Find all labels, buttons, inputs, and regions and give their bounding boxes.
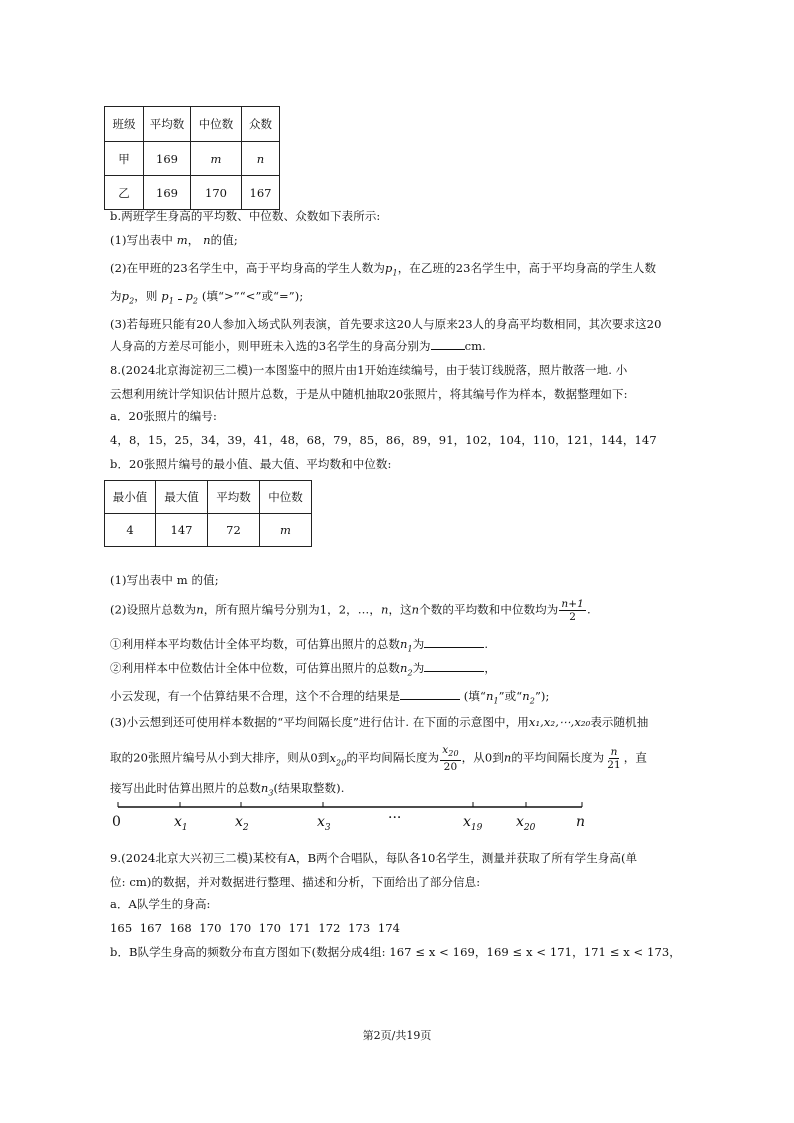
q9-intro-line2: 位: cm)的数据，并对数据进行整理、描述和分析，下面给出了部分信息: bbox=[110, 875, 481, 889]
label-x: x bbox=[516, 814, 524, 830]
text: ”或“ bbox=[498, 689, 523, 703]
text: 接写出此时估算出照片的总数 bbox=[110, 781, 261, 795]
q7-part3-line1: (3)若每班只能有20人参加入场式队列表演，首先要求这20人与原来23人的身高平均数相同，其次要求这20 bbox=[110, 317, 662, 331]
label-sub: 19 bbox=[470, 822, 483, 833]
q8-a-label: a．20张照片的编号: bbox=[110, 409, 217, 423]
var-p1: $p_1$ bbox=[161, 289, 174, 306]
answer-blank[interactable] bbox=[424, 671, 484, 672]
text: ，这 bbox=[388, 602, 412, 617]
number-line-diagram bbox=[110, 800, 590, 836]
text: ”); bbox=[534, 689, 550, 703]
table-header-cell: 平均数 bbox=[208, 481, 260, 514]
answer-blank[interactable] bbox=[400, 699, 460, 700]
fraction-n-over-21 bbox=[605, 746, 623, 771]
fraction-numerator: n+1 bbox=[561, 598, 584, 610]
table-cell: m bbox=[260, 514, 312, 547]
fraction-numerator: n bbox=[610, 746, 618, 759]
q8-b-label: b．20张照片编号的最小值、最大值、平均数和中位数: bbox=[110, 457, 392, 471]
q9-heights: 165 167 168 170 170 170 171 172 173 174 bbox=[110, 921, 401, 935]
text: 的平均间隔长度为 bbox=[511, 750, 605, 765]
fraction-x20-over-20 bbox=[440, 744, 460, 773]
number-line bbox=[110, 800, 590, 814]
var-n: n bbox=[196, 602, 204, 617]
table-row bbox=[105, 514, 312, 547]
label-sub: 1 bbox=[181, 822, 188, 833]
text: ①利用样本平均数估计全体平均数，可估算出照片的总数 bbox=[110, 637, 400, 651]
q8-sub3-line2 bbox=[110, 744, 647, 773]
q9-b-label: b．B队学生身高的频数分布直方图如下(数据分成4组: 167 ≤ x < 169，169 ≤ x < 171，171 ≤ x < 173， bbox=[110, 945, 681, 959]
table-header-row bbox=[105, 481, 312, 514]
label-x: x bbox=[235, 814, 243, 830]
table-header-cell: 最大值 bbox=[156, 481, 208, 514]
label-x: x bbox=[463, 814, 471, 830]
q8-case2: ②利用样本中位数估计全体中位数，可估算出照片的总数$n_2$为 ， bbox=[110, 661, 496, 678]
label-sub: 2 bbox=[242, 822, 249, 833]
table-cell: m bbox=[191, 142, 242, 176]
var-p2: $p_2$ bbox=[185, 289, 199, 306]
label-sub: 20 bbox=[523, 822, 536, 833]
table-cell: 甲 bbox=[105, 142, 144, 176]
text: (1)写出表中 bbox=[110, 233, 173, 247]
q8-sub3-line1 bbox=[110, 714, 648, 730]
var-p2: $p_2$ bbox=[121, 289, 135, 306]
label-zero: 0 bbox=[112, 814, 121, 830]
fraction-n-plus-1-over-2 bbox=[559, 598, 586, 623]
text: ，在乙班的23名学生中，高于平均身高的学生人数 bbox=[397, 261, 657, 275]
var-n2: $n_2$ bbox=[400, 661, 413, 678]
q8-intro-line2: 云想利用统计学知识估计照片总数，于是从中随机抽取20张照片，将其编号作为样本，数据整理如下: bbox=[110, 387, 628, 401]
q9-a-label: a．A队学生的身高: bbox=[110, 897, 211, 911]
text: 的平均间隔长度为 bbox=[346, 750, 440, 765]
text: (2)在甲班的23名学生中，高于平均身高的学生人数为 bbox=[110, 261, 386, 275]
answer-blank[interactable] bbox=[178, 299, 182, 300]
q8-sub3-line3 bbox=[110, 780, 344, 801]
label-x2 bbox=[235, 814, 249, 833]
q7-part2-line2 bbox=[110, 288, 303, 309]
q8-sub2: (2)设照片总数为n，所有照片编号分别为1，2，…，n，这n个数的平均数和中位数均为 $\frac{n+1}{2}$ . bbox=[110, 598, 591, 623]
label-x3 bbox=[317, 814, 331, 833]
text: 为 bbox=[110, 289, 122, 303]
table-header-cell: 最小值 bbox=[105, 481, 156, 514]
text: 小云发现，有一个估算结果不合理，这个不合理的结果是 bbox=[110, 689, 400, 703]
q8-note bbox=[110, 688, 549, 709]
table-cell: 4 bbox=[105, 514, 156, 547]
table-cell: 147 bbox=[156, 514, 208, 547]
q8-sub1: (1)写出表中 m 的值; bbox=[110, 573, 219, 587]
text: cm. bbox=[464, 339, 486, 353]
text: 为 bbox=[412, 637, 425, 651]
q7-part2-line1 bbox=[110, 260, 656, 281]
var-n3: $n_3$ bbox=[260, 781, 274, 798]
text: 取的20张照片编号从小到大排序，则从0到 bbox=[110, 750, 330, 765]
table-cell: 170 bbox=[191, 176, 242, 210]
sample-stats-table bbox=[104, 480, 312, 547]
table-cell: 167 bbox=[242, 176, 280, 210]
text: ，则 bbox=[134, 289, 158, 303]
text: ②利用样本中位数估计全体中位数，可估算出照片的总数 bbox=[110, 661, 400, 675]
text: 的值; bbox=[210, 233, 238, 247]
fraction-denominator: 21 bbox=[607, 759, 621, 772]
label-sub: 3 bbox=[324, 822, 331, 833]
label-x20 bbox=[516, 814, 535, 833]
class-stats-table bbox=[104, 106, 280, 210]
table-header-cell: 中位数 bbox=[260, 481, 312, 514]
answer-blank[interactable] bbox=[431, 349, 465, 350]
table-header-cell: 众数 bbox=[242, 107, 280, 142]
text: 为 bbox=[412, 661, 425, 675]
var-n: n bbox=[380, 602, 389, 617]
fraction-denominator: 2 bbox=[569, 611, 577, 623]
table-header-cell: 中位数 bbox=[191, 107, 242, 142]
text: ，所有照片编号分别为1，2，…， bbox=[203, 602, 381, 617]
text: ，直 bbox=[623, 750, 647, 765]
text: 表示随机抽 bbox=[590, 715, 649, 729]
label-n: n bbox=[576, 814, 586, 830]
table-cell: 169 bbox=[144, 176, 191, 210]
table-cell: 169 bbox=[144, 142, 191, 176]
var-n: n bbox=[203, 233, 211, 247]
var-n2: $n_2$ bbox=[522, 689, 535, 706]
label-x19 bbox=[463, 814, 482, 833]
var-n: n bbox=[503, 750, 512, 765]
text: (结果取整数). bbox=[273, 781, 345, 795]
var-list: x₁,x₂,⋯,x₂₀ bbox=[528, 715, 591, 729]
table-cell: n bbox=[242, 142, 280, 176]
text: ，从0到 bbox=[461, 750, 504, 765]
table-cell: 72 bbox=[208, 514, 260, 547]
var-n1: $n_1$ bbox=[400, 637, 413, 654]
var-x20: $x_{20}$ bbox=[329, 750, 347, 767]
var-p1: $p_1$ bbox=[385, 261, 398, 278]
text: (填“>”“<”或“=”); bbox=[201, 289, 304, 303]
table-header-cell: 班级 bbox=[105, 107, 144, 142]
table-header-row bbox=[105, 107, 280, 142]
fraction-denominator: 20 bbox=[443, 761, 458, 774]
table-header-cell: 平均数 bbox=[144, 107, 191, 142]
q7-b-text: b.两班学生身高的平均数、中位数、众数如下表所示: bbox=[110, 209, 381, 223]
table-row bbox=[105, 142, 280, 176]
var-n1: $n_1$ bbox=[485, 689, 499, 706]
q9-intro-line1: 9.(2024北京大兴初三二模)某校有A，B两个合唱队，每队各10名学生，测量并获取了所有学生身高(单 bbox=[110, 851, 638, 865]
var-m: m bbox=[176, 233, 188, 247]
fraction-numerator: $x_{20}$ bbox=[440, 744, 460, 761]
q8-numbers: 4，8，15，25，34，39，41，48，68，79，85，86，89，91，102，104，110，121，144，147 bbox=[110, 433, 657, 447]
table-row bbox=[105, 176, 280, 210]
answer-blank[interactable] bbox=[424, 647, 484, 648]
q8-case1: ①利用样本平均数估计全体平均数，可估算出照片的总数$n_1$为 . bbox=[110, 637, 489, 654]
label-x: x bbox=[317, 814, 325, 830]
text: (2)设照片总数为 bbox=[110, 602, 197, 617]
label-x1 bbox=[174, 814, 188, 833]
text: (3)小云想到还可使用样本数据的“平均间隔长度”进行估计. 在下面的示意图中，用 bbox=[110, 715, 529, 729]
label-x: x bbox=[174, 814, 182, 830]
q8-intro-line1: 8.(2024北京海淀初三二模)一本图鉴中的照片由1开始连续编号，由于装订线脱落，照片散落一地. 小 bbox=[110, 363, 628, 377]
page-footer: 第2页/共19页 bbox=[362, 1029, 432, 1042]
text: 个数的平均数和中位数均为 bbox=[419, 602, 559, 617]
q7-part3-line2 bbox=[110, 338, 486, 354]
var-n: n bbox=[411, 602, 420, 617]
table-cell: 乙 bbox=[105, 176, 144, 210]
label-dots: ··· bbox=[388, 810, 402, 826]
text: 人身高的方差尽可能小，则甲班未入选的3名学生的身高分别为 bbox=[110, 339, 431, 353]
q7-part1: (1)写出表中 m， n的值; bbox=[110, 233, 238, 247]
text: (填“ bbox=[463, 689, 486, 703]
